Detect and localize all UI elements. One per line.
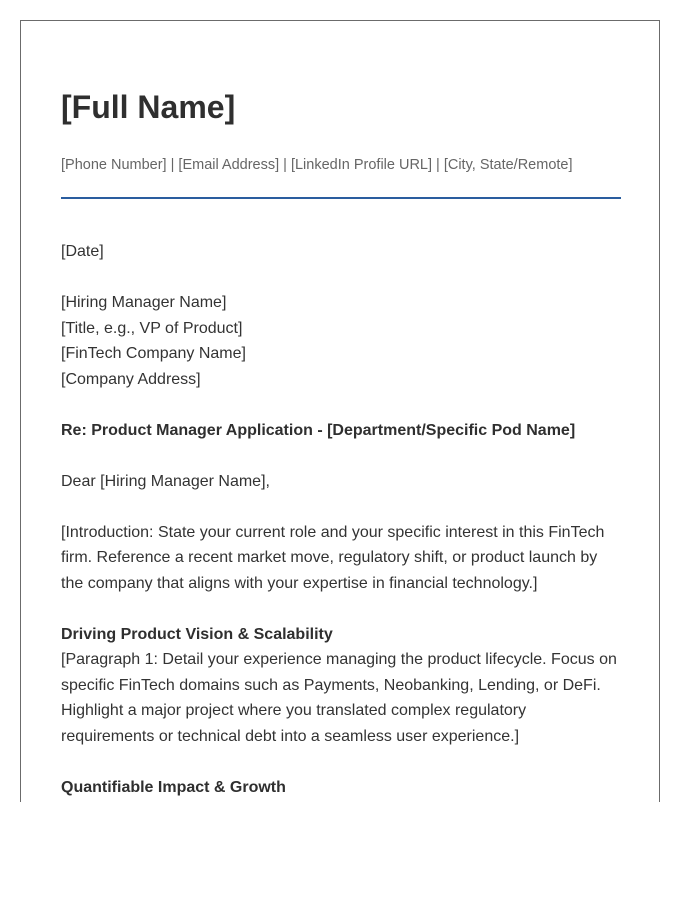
recipient-block	[61, 290, 621, 392]
section-paragraph: [Paragraph 1: Detail your experience managing the product lifecycle. Focus on specific FinTech domains such as Payments, Neobanking, Lending, or DeFi. Highlight a major project where you translated complex regulatory requirements or technical debt into a seamless user experience.]	[61, 651, 617, 745]
section-heading: Driving Product Vision & Scalability	[61, 625, 333, 643]
full-name-heading: [Full Name]	[61, 89, 236, 125]
section-vision	[61, 622, 621, 750]
introduction-paragraph: [Introduction: State your current role and your specific interest in this FinTech firm. Reference a recent market move, regulatory shift, or product launch by the company that aligns with your expertise in financial technology.]	[61, 523, 605, 592]
subject-line: Re: Product Manager Application - [Department/Specific Pod Name]	[61, 421, 576, 439]
recipient-title: [Title, e.g., VP of Product]	[61, 319, 243, 337]
date-line: [Date]	[61, 243, 104, 260]
recipient-name: [Hiring Manager Name]	[61, 294, 227, 311]
recipient-address: [Company Address]	[61, 370, 201, 388]
section-impact	[61, 775, 621, 801]
contact-info-line: [Phone Number] | [Email Address] | [LinkedIn Profile URL] | [City, State/Remote]	[61, 157, 573, 173]
salutation: Dear [Hiring Manager Name],	[61, 472, 270, 490]
letter-page	[20, 20, 660, 802]
letter-body	[61, 239, 621, 802]
header-divider	[61, 197, 621, 199]
section-heading: Quantifiable Impact & Growth	[61, 778, 286, 796]
recipient-company: [FinTech Company Name]	[61, 345, 246, 362]
